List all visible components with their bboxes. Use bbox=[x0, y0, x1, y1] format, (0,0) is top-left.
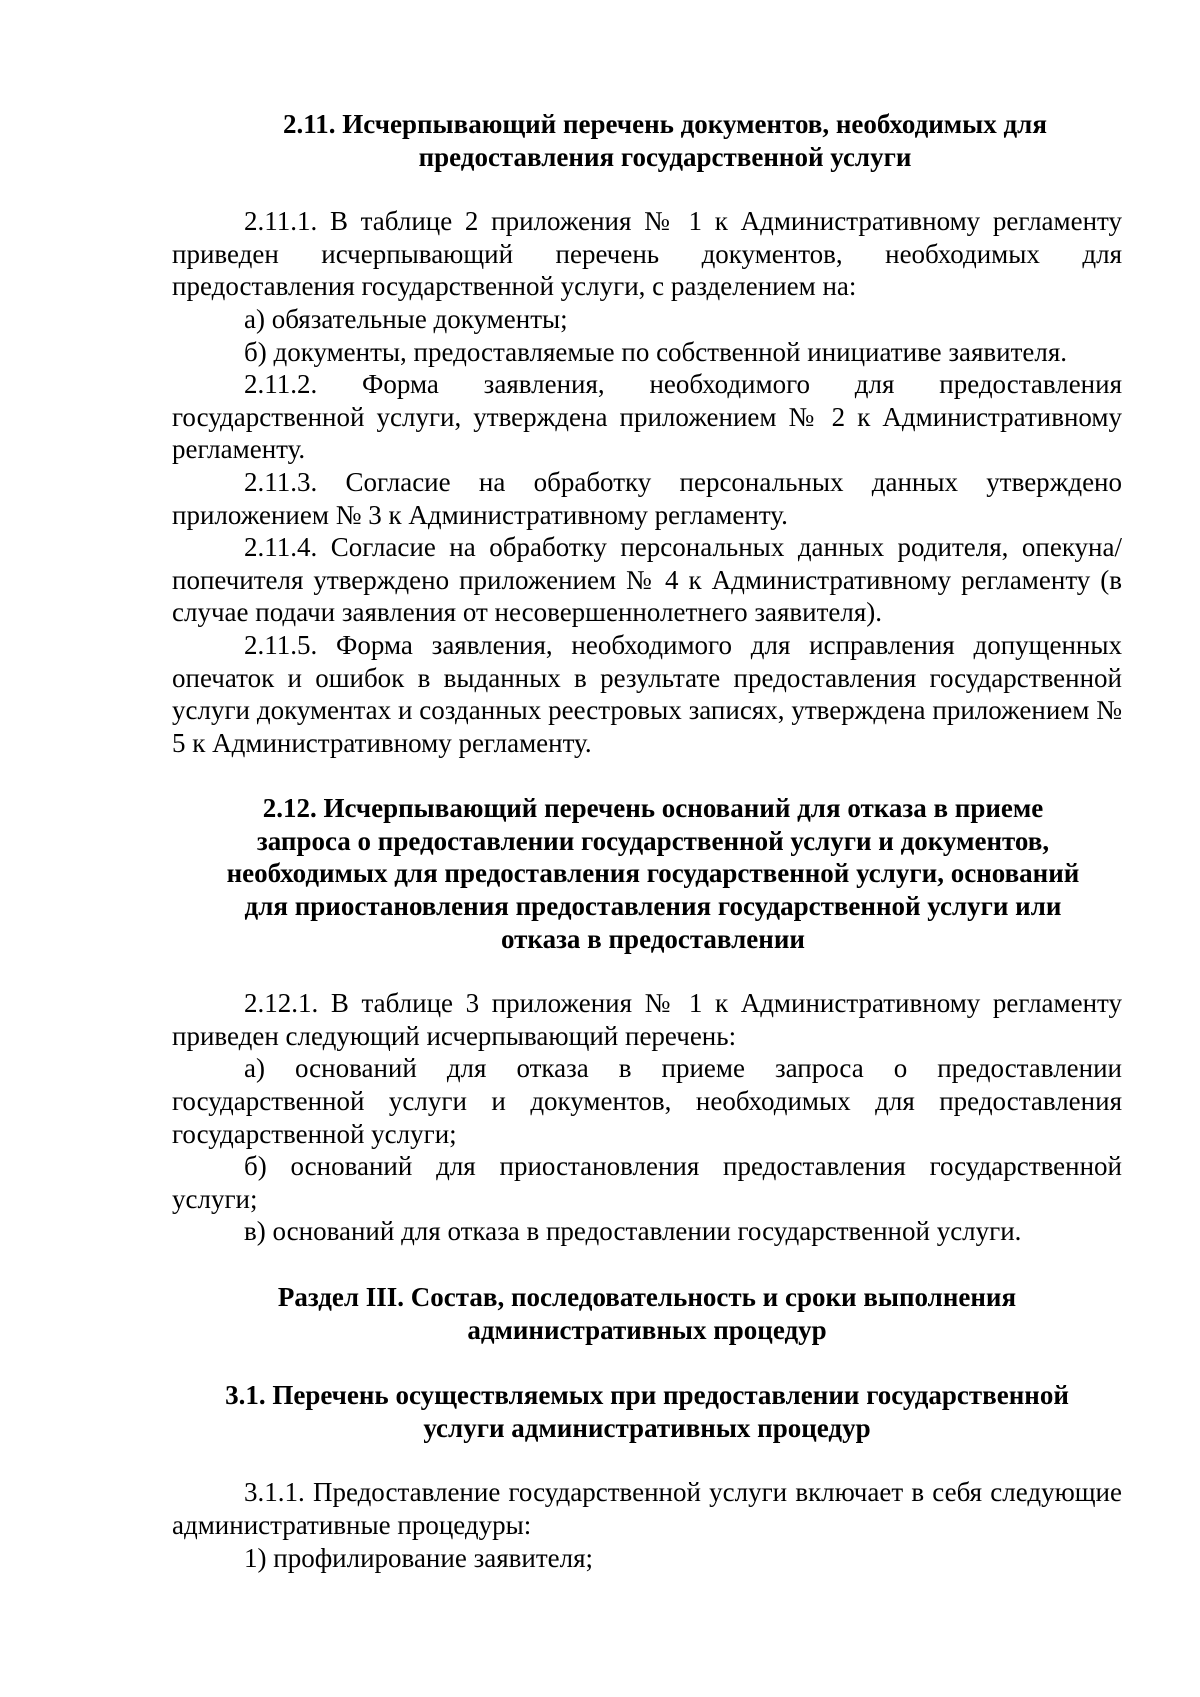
heading-2-12-line-2: запроса о предоставлении государственной услуги и документов, bbox=[256, 825, 1050, 856]
heading-2-11 bbox=[172, 108, 1122, 173]
list-item-2-11-b: б) документы, предоставляемые по собственной инициативе заявителя. bbox=[244, 336, 1068, 367]
list-item-2-12-c: в) оснований для отказа в предоставлении государственной услуги. bbox=[244, 1216, 1022, 1247]
list-item-2-11-a: а) обязательные документы; bbox=[244, 303, 568, 334]
paragraph-3-1-1: 3.1.1. Предоставление государственной услуги включает в себя следующие административные процедуры: bbox=[172, 1477, 1122, 1540]
heading-2-12-line-3: необходимых для предоставления государственной услуги, оснований bbox=[226, 858, 1080, 889]
heading-2-12-line-1: 2.12. Исчерпывающий перечень оснований для отказа в приеме bbox=[262, 793, 1044, 824]
heading-section-3-line-2: административных процедур bbox=[467, 1314, 827, 1345]
list-item-3-1-1: 1) профилирование заявителя; bbox=[244, 1542, 594, 1573]
document-page bbox=[172, 108, 1122, 1574]
heading-2-12 bbox=[172, 792, 1122, 955]
heading-3-1-line-2: услуги административных процедур bbox=[423, 1412, 871, 1443]
heading-section-3 bbox=[172, 1281, 1122, 1346]
heading-2-11-line-1: 2.11. Исчерпывающий перечень документов, необходимых для bbox=[283, 109, 1047, 139]
heading-3-1 bbox=[172, 1379, 1122, 1444]
heading-2-11-line-2: предоставления государственной услуги bbox=[418, 141, 912, 172]
heading-section-3-line-1: Раздел III. Состав, последовательность и сроки выполнения bbox=[277, 1282, 1017, 1312]
list-item-2-12-b: б) оснований для приостановления предоставления государственной услуги; bbox=[172, 1151, 1122, 1214]
paragraph-2-11-5: 2.11.5. Форма заявления, необходимого для исправления допущенных опечаток и ошибок в выданных в результате предоставления государственной услуги документах и созданных реестровых записях, утверждена приложением № 5 к Административному регламенту. bbox=[172, 629, 1122, 758]
list-item-2-12-a: а) оснований для отказа в приеме запроса о предоставлении государственной услуги и документов, необходимых для предоставления государственной услуги; bbox=[172, 1053, 1122, 1149]
paragraph-2-12-1: 2.12.1. В таблице 3 приложения № 1 к Административному регламенту приведен следующий исчерпывающий перечень: bbox=[172, 988, 1122, 1051]
heading-3-1-line-1: 3.1. Перечень осуществляемых при предоставлении государственной bbox=[225, 1380, 1069, 1411]
paragraph-2-11-3: 2.11.3. Согласие на обработку персональных данных утверждено приложением № 3 к Административному регламенту. bbox=[172, 466, 1122, 530]
paragraph-2-11-4: 2.11.4. Согласие на обработку персональных данных родителя, опекуна/попечителя утверждено приложением № 4 к Административному регламенту (в случае подачи заявления от несовершеннолетнего заявителя). bbox=[172, 532, 1122, 628]
heading-2-12-line-4: для приостановления предоставления государственной услуги или bbox=[244, 891, 1062, 922]
heading-2-12-line-5: отказа в предоставлении bbox=[501, 923, 805, 954]
paragraph-2-11-1: 2.11.1. В таблице 2 приложения № 1 к Административному регламенту приведен исчерпывающий перечень документов, необходимых для предоставления государственной услуги, с разделением на: bbox=[172, 206, 1122, 302]
paragraph-2-11-2: 2.11.2. Форма заявления, необходимого для предоставления государственной услуги, утверждена приложением № 2 к Административному регламенту. bbox=[172, 369, 1122, 465]
